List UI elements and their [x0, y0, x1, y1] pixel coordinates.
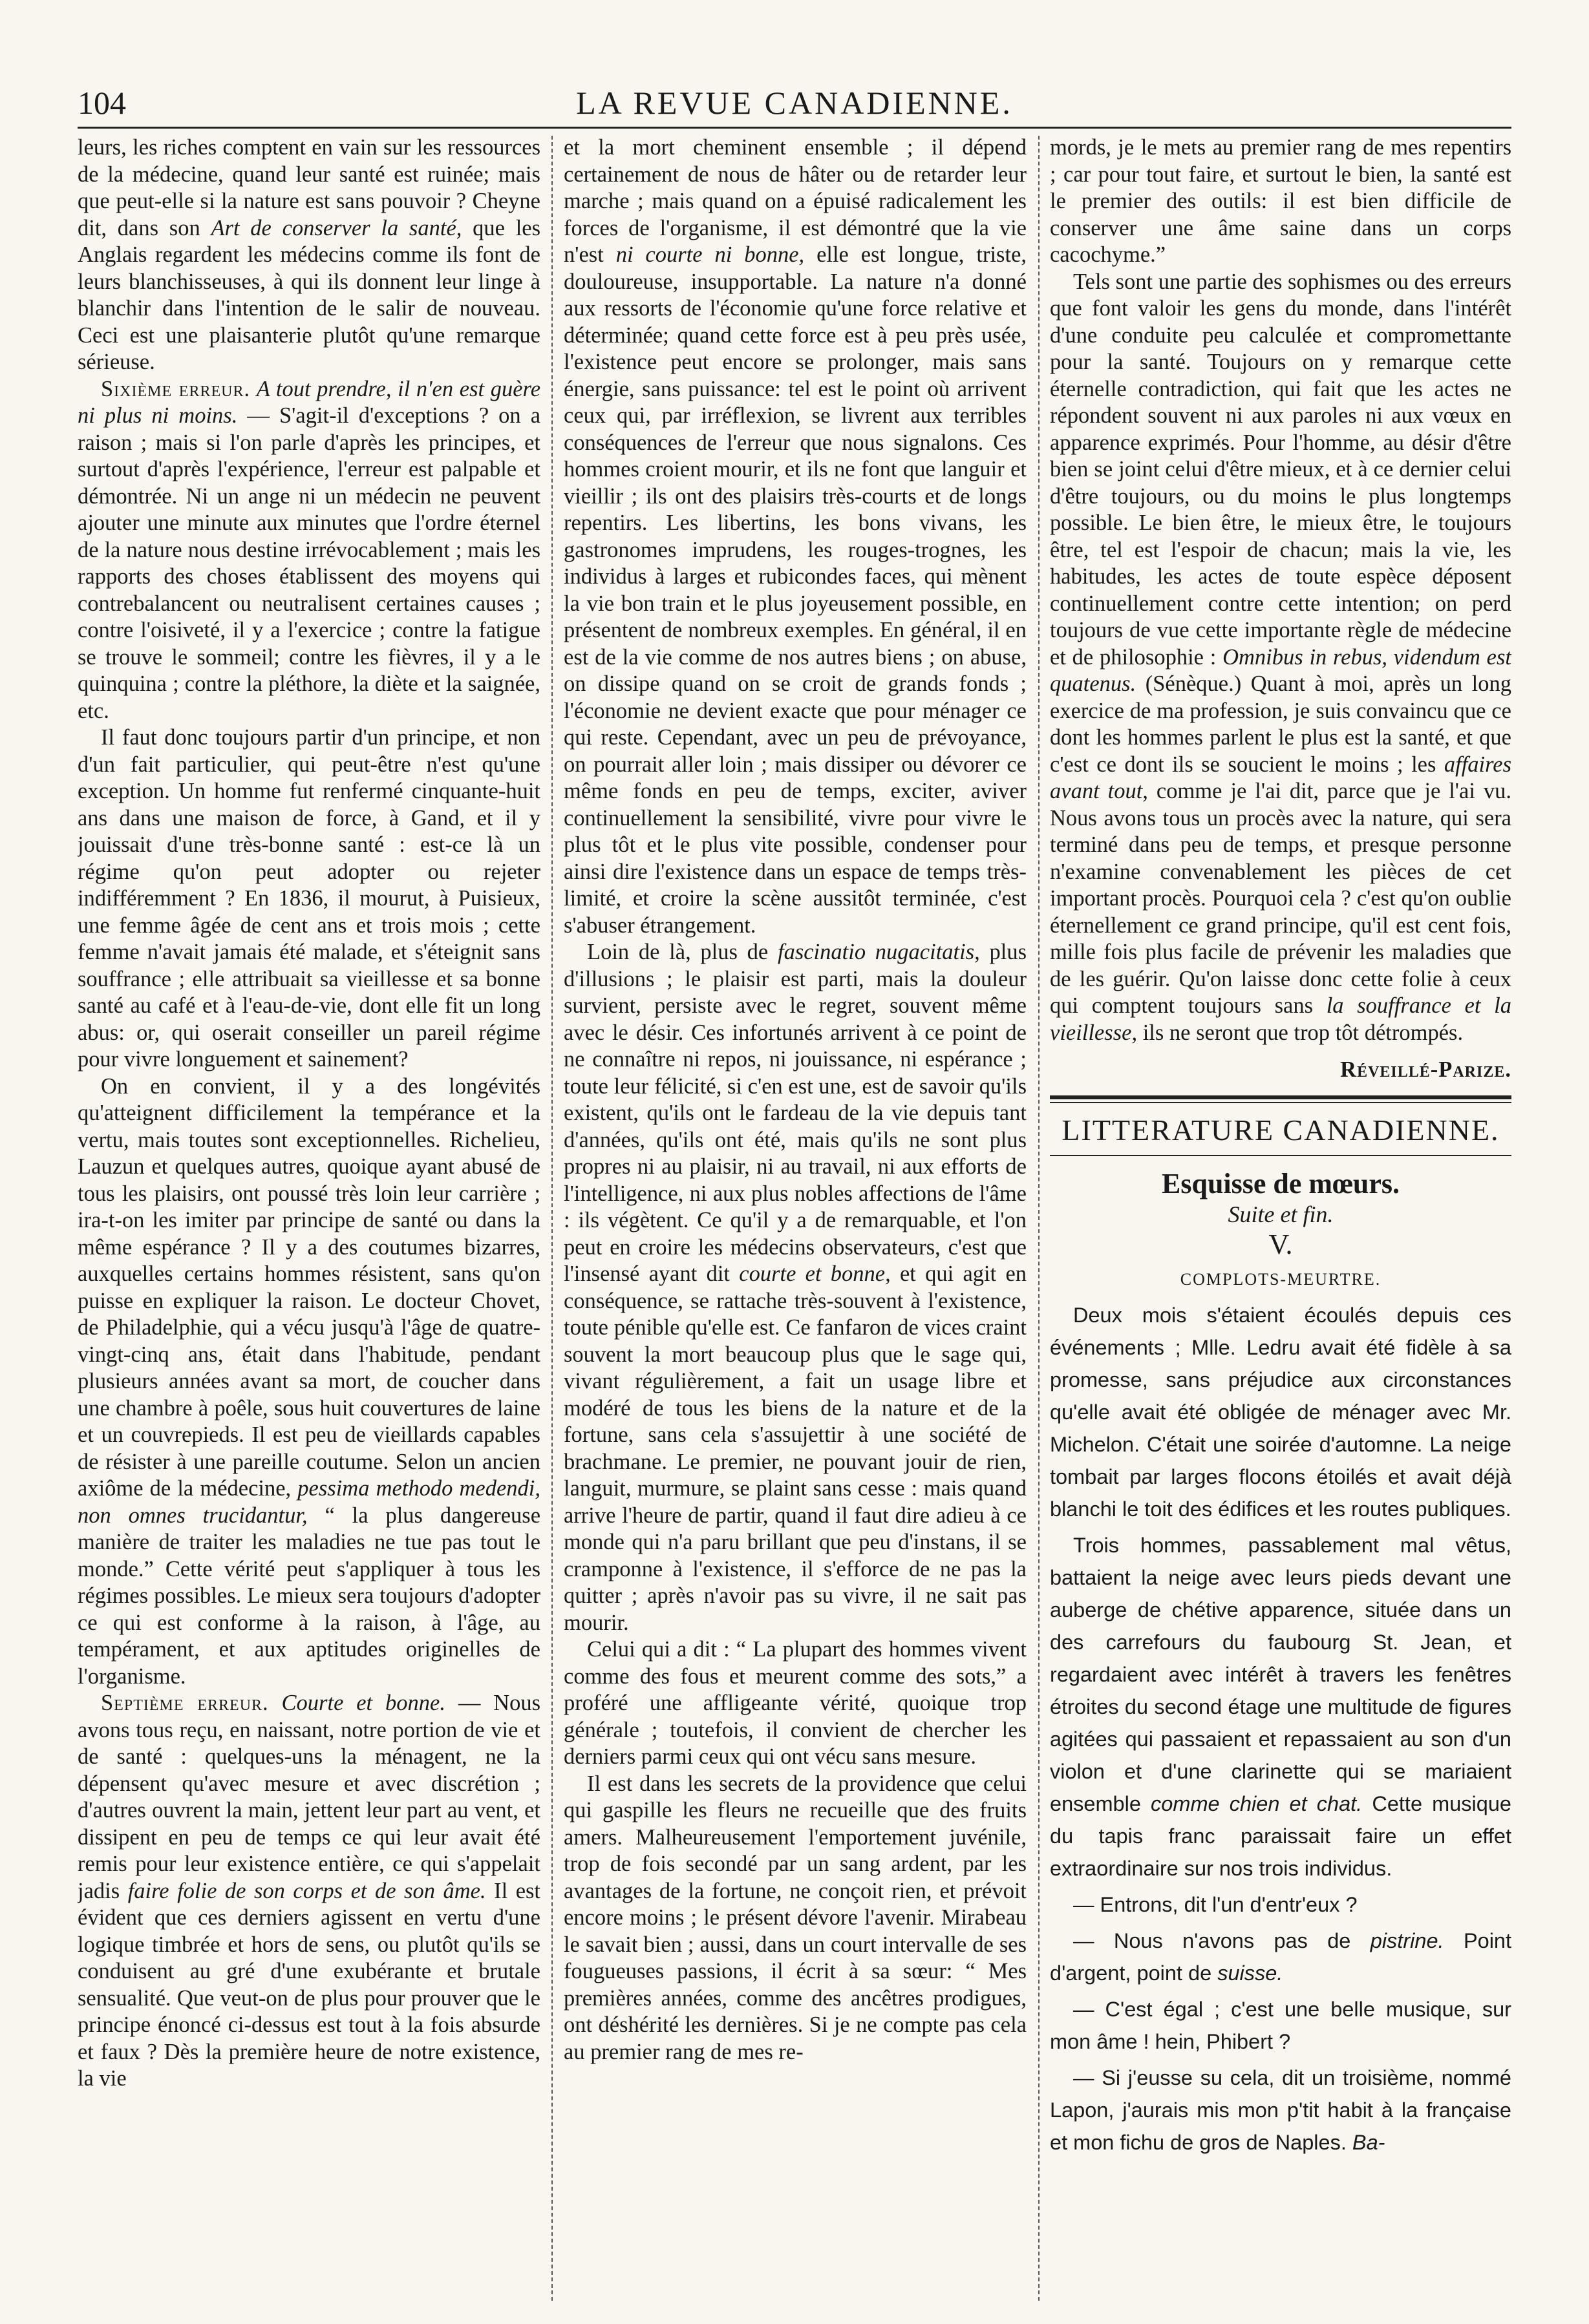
italic-word: Ba- — [1352, 2131, 1385, 2154]
italic-phrase: comme chien et chat. — [1151, 1792, 1363, 1815]
error-title: Courte et bonne. — [281, 1691, 445, 1715]
novel-text — [1050, 1299, 1511, 2159]
paragraph — [1050, 269, 1511, 1047]
error-label: Sixième erreur. — [101, 376, 251, 401]
column-2 — [564, 134, 1027, 2306]
text: — Entrons, dit l'un d'entr'eux ? — [1073, 1893, 1358, 1916]
article-subtitle: Suite et fin. — [1228, 1201, 1334, 1227]
text: “ la plus dangereuse manière de traiter les maladies ne tue pas tout le monde.” Cette vérité peut s'appliquer à tous les régimes possibles. Le mieux sera toujours d'adopter ce qui est conforme à la raison, à l'âge, au tempérament, et aux aptitudes originelles de l'organisme. — [78, 1503, 540, 1689]
latin-quote: pessima methodo medendi, non omnes trucidantur, — [78, 1476, 540, 1528]
text: Celui qui a dit : “ La plupart des hommes vivent comme des fous et meurent comme des sots,” a proféré une affligeante vérité, quoique trop générale ; toutefois, il convient de chercher les derniers parmi ceux qui ont vécu sans mesure. — [564, 1637, 1027, 1769]
article-title: Esquisse de mœurs. — [1162, 1167, 1400, 1199]
paragraph — [78, 1073, 540, 1691]
section-rule — [1050, 1102, 1511, 1103]
italic-word: suisse. — [1217, 1961, 1283, 1985]
paragraph — [1050, 1993, 1511, 2058]
text: comme je l'ai dit, parce que je l'ai vu. Nous avons tous un procès avec la nature, qui sera terminé dans peu de temps, et presque personne n'examine convenablement les pièces de cet important procès. Pourquoi cela ? c'est qu'on oublie éternellement ce grand principe, qu'il est cent fois, mille fois plus facile de prévenir les maladies que de les guérir. Qu'on laisse donc cette folie à ceux qui comptent toujours sans — [1050, 779, 1511, 1018]
column-separator — [1038, 136, 1040, 2301]
paragraph — [78, 724, 540, 1073]
text: ils ne seront que trop tôt détrompés. — [1142, 1020, 1464, 1045]
paragraph — [78, 376, 540, 725]
italic-phrase: courte et bonne, — [739, 1262, 891, 1286]
paragraph — [1050, 2062, 1511, 2159]
text: Il est évident que ces derniers agissent en vertu d'une logique timbrée et hors de sens, ou plutôt qu'ils se conduisent au gré d'une exubérante et brutale sensualité. Que veut-on de plus pour prouver que le principe énoncé ci-dessus est tout à la fois absurde et faux ? Dès la première heure de notre existence, la vie — [78, 1878, 540, 2091]
column-separator — [551, 136, 553, 2301]
paragraph — [564, 939, 1027, 1636]
text: — Nous avons tous reçu, en naissant, notre portion de vie et de santé : quelques-uns la ménagent, ne la dépensent qu'avec mesure et avec discrétion ; d'autres ouvrent la main, jettent leur part au vent, et dissipent en peu de temps ce qui leur avait été remis pour leur existence entière, ce qui s'appelait jadis — [78, 1691, 540, 1903]
text: Trois hommes, passablement mal vêtus, battaient la neige avec leurs pieds devant une auberge de chétive apparence, située dans un des carrefours du faubourg St. Jean, et regardaient avec intérêt à travers les fenêtres étroites du second étage une multitude de figures agitées qui passaient et repassaient au son d'un violon et d'une clarinette qui se mariaient ensemble — [1050, 1534, 1511, 1815]
paragraph — [78, 134, 540, 376]
text: Il faut donc toujours partir d'un principe, et non d'un fait particulier, qui peut-être n'est qu'une exception. Un homme fut renfermé cinquante-huit ans dans une maison de force, à Gand, et il y jouissait d'une très-bonne santé : est-ce là un régime qu'on peut adopter ou rejeter indifféremment ? En 1836, il mourut, à Puisieux, une femme âgée de cent ans et trois mois ; cette femme n'avait jamais été malade, et s'éteignit sans souffrance ; elle attribuait sa vieillesse et sa bonne santé au café et à l'eau-de-vie, dont elle fit un long abus: or, qui oserait conseiller un pareil régime pour vivre longuement et sainement? — [78, 725, 540, 1072]
header-rule — [78, 127, 1511, 129]
section-rule — [1050, 1155, 1511, 1156]
section-title: LITTERATURE CANADIENNE. — [1061, 1113, 1500, 1146]
text: et qui agit en conséquence, se rattache très-souvent à l'existence, toute pénible qu'elle est. Ce fanfaron de vices craint souvent la mort beaucoup plus que le sage qui, vivant régulièrement, a fait un usage libre et modéré de tous les biens de la nature et de la fortune, sans cela s'assujettir à une société de brachmane. Le premier, ne pouvant jouir de rien, languit, murmure, se plaint sans cesse : mais quand arrive l'heure de partir, quand il faut dire adieu à ce monde qui n'a paru brillant que peu d'instans, il se cramponne à l'existence, il s'efforce de ne pas la quitter ; après n'avoir pas su vivre, il ne sait pas mourir. — [564, 1262, 1027, 1635]
work-title: Art de conserver la santé, — [211, 215, 462, 240]
paragraph — [1050, 134, 1511, 269]
text: Loin de là, plus de — [587, 940, 769, 964]
text: (Sénèque.) Quant à moi, après un long exercice de ma profession, je suis convaincu que ce dont les hommes parlent le plus est la santé, et que c'est ce dont ils se soucient le moins ; les — [1050, 671, 1511, 777]
paragraph — [78, 1690, 540, 2093]
page-header — [78, 76, 1511, 121]
text: Cette musique du tapis franc paraissait faire un effet extraordinaire sur nos trois individus. — [1050, 1792, 1511, 1880]
text: — S'agit-il d'exceptions ? on a raison ; mais si l'on parle d'après les principes, et surtout d'après l'expérience, l'erreur est palpable et démontrée. Ni un ange ni un médecin ne peuvent ajouter une minute aux minutes que l'ordre éternel de la nature nous destine irrévocablement ; mais les rapports des choses établissent des moyens qui contrebalancent ou neutralisent certaines causes ; contre l'oisiveté, il y a l'exercice ; contre la fatigue se trouve le sommeil; contre les fièvres, il y a le quinquina ; contre la pléthore, la diète et la saignée, etc. — [78, 403, 540, 723]
italic-word: pistrine. — [1370, 1929, 1444, 1952]
text: Point d'argent, point de — [1050, 1929, 1511, 1985]
text: — Nous n'avons pas de — [1073, 1929, 1351, 1952]
text: que les Anglais regardent les médecins comme ils font de leurs blanchisseuses, à qui ils donnent leur linge à blanchir dans l'intention de le salir de nouveau. Ceci est une plaisanterie plutôt qu'une remarque sérieuse. — [78, 215, 540, 374]
paragraph — [564, 1771, 1027, 2066]
italic-phrase: la souffrance et la vieillesse, — [1050, 993, 1511, 1045]
latin-quote: Omnibus in rebus, videndum est quatenus. — [1050, 644, 1511, 696]
text: mords, je le mets au premier rang de mes repentirs ; car pour tout faire, et surtout le bien, la santé est le premier des outils: il est bien difficile de conserver une âme saine dans un corps cacochyme.” — [1050, 135, 1511, 267]
text: Deux mois s'étaient écoulés depuis ces événements ; Mlle. Ledru avait été fidèle à sa promesse, sans préjudice aux circonstances qu'elle avait été obligée de ménager avec Mr. Michelon. C'était une soirée d'automne. La neige tombait par larges flocons étoilés et avait déjà blanchi le toit des édifices et les routes publiques. — [1050, 1304, 1511, 1521]
column-1 — [78, 134, 540, 2306]
paragraph — [1050, 1529, 1511, 1885]
section-rule — [1050, 1095, 1511, 1099]
text: plus d'illusions ; le plaisir est parti, mais la douleur survient, persiste avec le regret, souvent même avec le désir. Ces infortunés arrivent à ce point de ne connaître ni repos, ni jouissance, ni espérance ; toute leur félicité, si c'en est une, est de savoir qu'ils existent, qu'ils ont le fardeau de la vie depuis tant d'années, qu'ils ont été, mais qu'ils ne sont plus propres ni au plaisir, ni au travail, ni aux efforts de l'intelligence, ni aux plus nobles affections de l'âme : ils végètent. Ce qu'il y a de remarquable, et l'on peut en croire les médecins observateurs, c'est que l'insensé ayant dit — [564, 940, 1027, 1286]
paragraph — [1050, 1888, 1511, 1921]
paragraph — [1050, 1299, 1511, 1525]
italic-phrase: affaires avant tout, — [1050, 752, 1511, 803]
article-part-number: V. — [1268, 1228, 1293, 1260]
page-number: 104 — [78, 85, 126, 121]
italic-phrase: faire folie de son corps et de son âme. — [127, 1878, 486, 1903]
journal-title: LA REVUE CANADIENNE. — [576, 85, 1013, 121]
text: leurs, les riches comptent en vain sur les ressources de la médecine, quand leur santé est ruinée; mais que peut-elle si la nature est sans pouvoir ? Cheyne dit, dans son — [78, 135, 540, 240]
text: et la mort cheminent ensemble ; il dépend certainement de nous de hâter ou de retarder leur marche ; mais quand on a épuisé radicalement les forces de l'organisme, il est démontré que la vie n'est — [564, 135, 1027, 267]
text: Il est dans les secrets de la providence que celui qui gaspille les fleurs ne recueille que des fruits amers. Malheureusement l'emportement juvénile, trop de fois secondé par un sang ardent, par les avantages de la fortune, ne conçoit rien, et prévoit encore moins ; le présent dévore l'avenir. Mirabeau le savait bien ; aussi, dans un court intervalle de ses fougueuses passions, il écrit à sa sœur: “ Mes premières années, comme des ancêtres prodigues, ont déshérité les dernières. Si je ne compte pas cela au premier rang de mes re- — [564, 1771, 1027, 2064]
error-title: A tout prendre, il n'en est guère ni plus ni moins. — [78, 376, 540, 428]
text: — C'est égal ; c'est une belle musique, sur mon âme ! hein, Phibert ? — [1050, 1998, 1511, 2053]
paragraph — [564, 134, 1027, 939]
text: — Si j'eusse su cela, dit un troisième, nommé Lapon, j'aurais mis mon p'tit habit à la française et mon fichu de gros de Naples. — [1050, 2066, 1511, 2154]
paragraph — [1050, 1925, 1511, 1989]
latin-quote: fascinatio nugacitatis, — [777, 940, 980, 964]
text: On en convient, il y a des longévités qu'atteignent difficilement la tempérance et la vertu, mais toutes sont exceptionnelles. Richelieu, Lauzun et quelques autres, quoique ayant abusé de tous les plaisirs, ont poussé très loin leur carrière ; ira-t-on les imiter par principe de santé ou dans la même espérance ? Il y a des coutumes bizarres, auxquelles certains hommes résistent, sans qu'on puisse en expliquer la raison. Le docteur Chovet, de Philadelphie, qui a vécu jusqu'à l'âge de quatre-vingt-cinq ans, était dans l'habitude, pendant plusieurs années avant sa mort, de coucher dans une chambre à poêle, sous huit couvertures de laine et un couvrepieds. Il est peu de vieillards capables de résister à une pareille coutume. Selon un ancien axiôme de la médecine, — [78, 1073, 540, 1501]
text: Tels sont une partie des sophismes ou des erreurs que font valoir les gens du monde, dans l'intérêt d'une conduite peu calculée et compromettante pour la santé. Toujours on y remarque cette éternelle contradiction, qui fait que les actes ne répondent souvent ni aux paroles ni aux vœux en apparence exprimés. Pour l'homme, au désir d'être bien se joint celui d'être mieux, et à ce dernier celui d'être toujours, ou du moins le plus longtemps possible. Le bien être, le mieux être, le toujours être, tel est l'espoir de chacun; mais la vie, les habitudes, les actes de toute espèce déposent continuellement contre cette intention; on perd toujours de vue cette importante règle de médecine et de philosophie : — [1050, 269, 1511, 670]
column-3 — [1050, 134, 1511, 2306]
italic-phrase: ni courte ni bonne, — [615, 242, 805, 267]
paragraph — [564, 1636, 1027, 1771]
chapter-title: COMPLOTS-MEURTRE. — [1180, 1269, 1381, 1289]
error-label: Septième erreur. — [101, 1691, 269, 1715]
author-signature: Réveillé-Parize. — [1340, 1057, 1511, 1082]
text: elle est longue, triste, douloureuse, insupportable. La nature n'a donné aux ressorts de l'économie qu'une force relative et déterminée; quand cette force est à peu près usée, l'existence peut encore se prolonger, mais sans énergie, sans puissance: tel est le point où arrivent ceux qui, par irréflexion, se livrent aux terribles conséquences de l'erreur que nous signalons. Ces hommes croient mourir, et ils ne font que languir et vieillir ; ils ont des plaisirs très-courts et de longs repentirs. Les libertins, les bons vivans, les gastronomes imprudens, les rouges-trognes, les individus à larges et rubicondes faces, qui mènent la vie bon train et le plus joyeusement possible, en présentent de nombreux exemples. En général, il en est de la vie comme de nos autres biens ; on abuse, on dissipe quand on se croit de grands fonds ; l'économie ne devient exacte que pour ménager ce qui reste. Cependant, avec un peu de prévoyance, on pourrait aller loin ; mais dissiper ou dévorer ce même fonds en peu de temps, exciter, aviver continuellement la sensibilité, vivre pour vivre le plus tôt et le plus vite possible, condenser pour ainsi dire l'existence dans un espace de temps très-limité, et croire la scène aussitôt terminée, c'est s'abuser étrangement. — [564, 242, 1027, 938]
